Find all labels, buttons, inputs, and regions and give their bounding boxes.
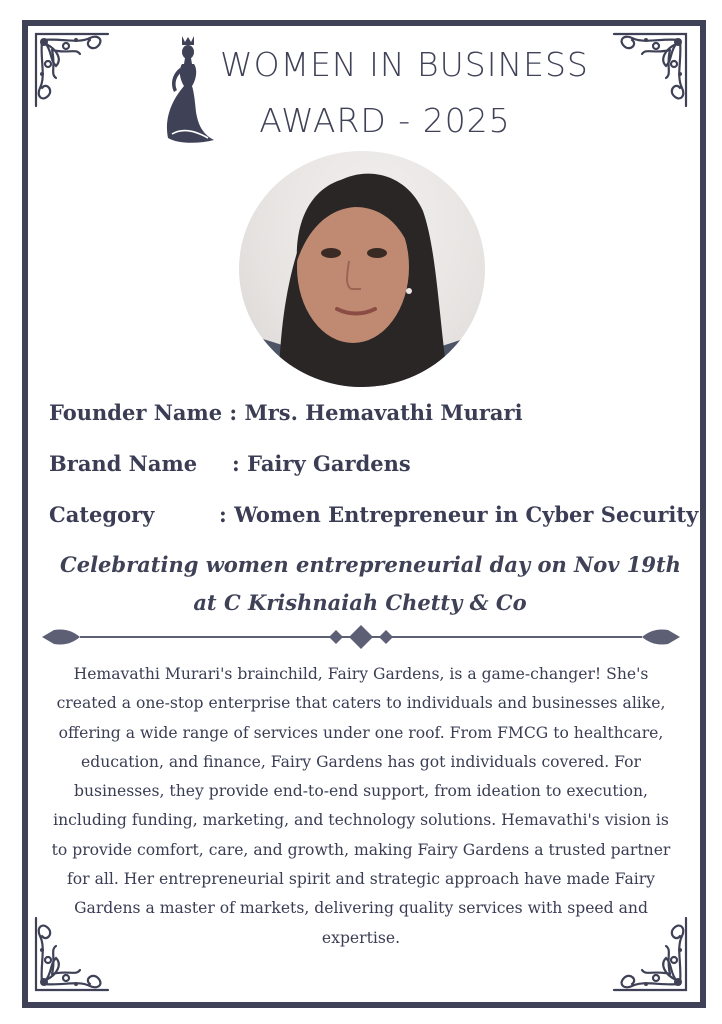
celebration-line1: Celebrating women entrepreneurial day on Nov 19th (60, 552, 681, 577)
corner-ornament-top-right (610, 30, 690, 110)
award-title-line2: AWARD - 2025 (259, 101, 511, 140)
brand-name-row (49, 451, 411, 476)
category-label: Category (49, 502, 155, 527)
brand-name-value: : Fairy Gardens (232, 451, 411, 476)
brand-name-label: Brand Name (49, 451, 198, 476)
award-title-line1: WOMEN IN BUSINESS (220, 45, 589, 84)
founder-description: Hemavathi Murari's brainchild, Fairy Gardens, is a game-changer! She's created a one-stop enterprise that caters to individuals and businesses alike, offering a wide range of services under one roof. From FMCG to healthcare, education, and finance, Fairy Gardens has got individuals covered. For businesses, they provide end-to-end support, from ideation to execution, including funding, marketing, and technology solutions. Hemavathi's vision is to provide comfort, care, and growth, making Fairy Gardens a trusted partner for all. Her entrepreneurial spirit and strategic approach have made Fairy Gardens a master of markets, delivering quality services with speed and expertise. (51, 665, 671, 947)
corner-ornament-top-left (32, 30, 112, 110)
founder-name-value: Mrs. Hemavathi Murari (237, 400, 523, 425)
queen-figure-logo (158, 34, 220, 146)
founder-name-row (49, 400, 523, 425)
ornamental-divider (40, 620, 682, 654)
category-value: : Women Entrepreneur in Cyber Security (219, 502, 699, 527)
category-row (49, 502, 698, 527)
founder-name-label: Founder Name : (49, 400, 238, 425)
celebration-line2: at C Krishnaiah Chetty & Co (193, 590, 527, 615)
founder-portrait-photo (239, 151, 485, 387)
